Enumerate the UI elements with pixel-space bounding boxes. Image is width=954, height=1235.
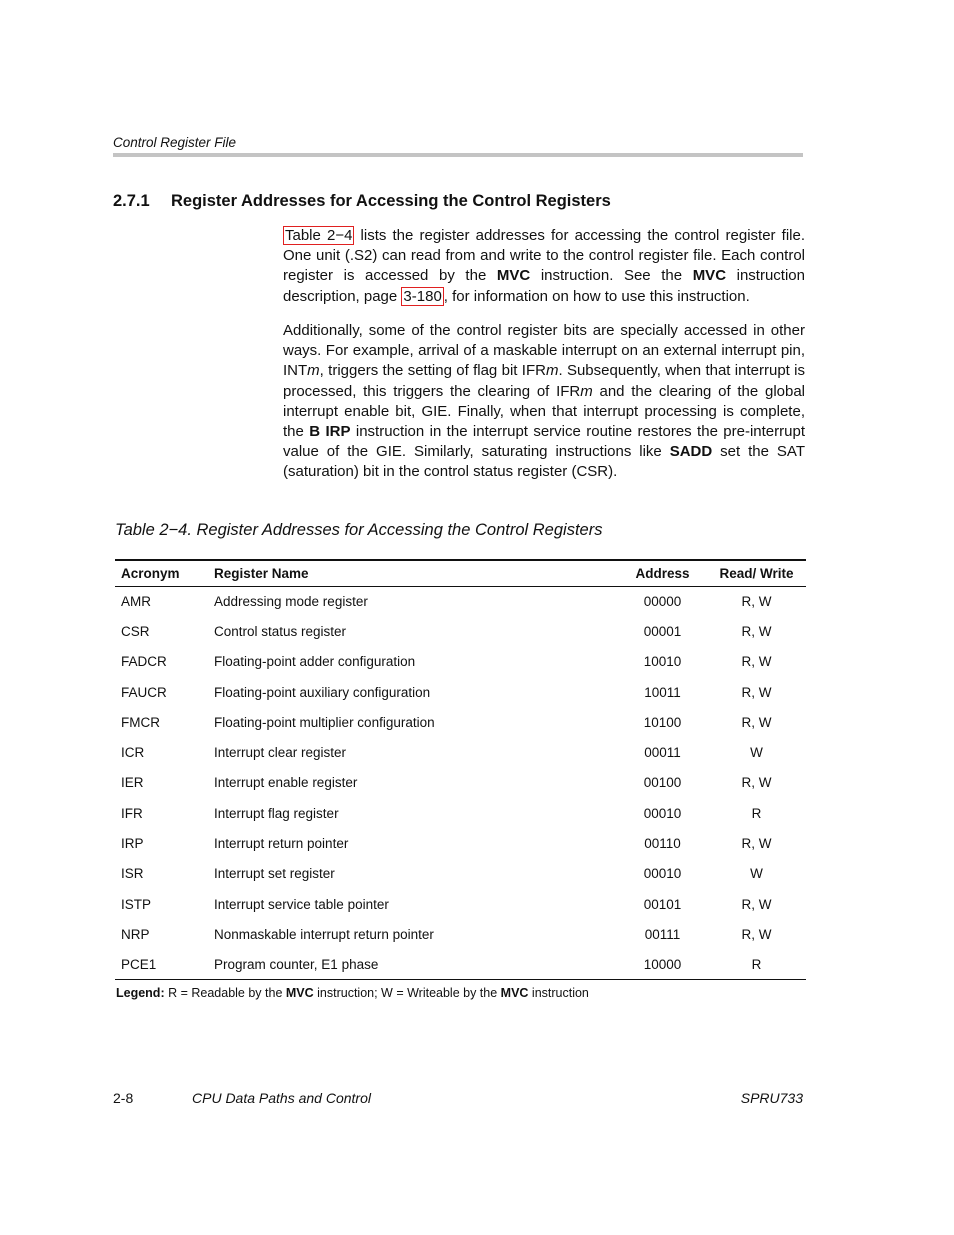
- cell-acronym: FMCR: [121, 714, 160, 730]
- cell-acronym: ISR: [121, 866, 144, 882]
- cell-read-write: R, W: [741, 654, 772, 670]
- cell-register-name: Interrupt service table pointer: [214, 896, 389, 912]
- cell-acronym: ICR: [121, 745, 145, 761]
- cell-acronym: IRP: [121, 836, 144, 852]
- cell-register-name: Interrupt clear register: [214, 745, 347, 761]
- footer-page-number: 2-8: [113, 1090, 134, 1106]
- cell-address: 00000: [643, 593, 682, 609]
- table-row: [115, 707, 806, 737]
- cell-address: 00101: [643, 896, 682, 912]
- paragraph-interrupt-bits: Additionally, some of the control register bits are specially accessed in other ways. For example, arrival of a maskable interrupt on an external interrupt pin, INTm, triggers the setting of flag bit IFRm. Subsequently, when that interrupt is processed, this triggers the clearing of IFRm and the clearing of the global interrupt enable bit, GIE. Finally, when that interrupt processing is complete, the B IRP instruction in the interrupt service routine restores the pre-interrupt value of the GIE. Similarly, saturating instructions like SADD set the SAT (saturation) bit in the control status register (CSR).: [283, 322, 806, 481]
- table-header-row: [115, 560, 806, 586]
- table-row: [115, 950, 806, 980]
- table-caption: Table 2−4. Register Addresses for Accessing the Control Registers: [115, 521, 603, 539]
- cell-read-write: R, W: [741, 836, 772, 852]
- cell-read-write: R: [707, 950, 806, 980]
- cell-register-name: Interrupt set register: [214, 866, 335, 882]
- table-row: [115, 586, 806, 616]
- cell-register-name: Floating-point auxiliary configuration: [214, 684, 431, 700]
- cell-register-name: Interrupt enable register: [214, 775, 358, 791]
- cell-address: 00010: [643, 866, 682, 882]
- cell-register-name: Nonmaskable interrupt return pointer: [214, 926, 434, 942]
- table-row: [115, 919, 806, 949]
- cell-register-name: Floating-point adder configuration: [214, 654, 416, 670]
- cell-read-write: W: [750, 745, 763, 761]
- cell-register-name: Interrupt flag register: [214, 805, 339, 821]
- table-row: [115, 889, 806, 919]
- cell-address: 00111: [644, 926, 681, 942]
- cell-read-write: R, W: [741, 926, 772, 942]
- cell-address: 00001: [643, 623, 682, 639]
- cell-read-write: R, W: [741, 775, 772, 791]
- section-title: Register Addresses for Accessing the Control Registers: [171, 192, 611, 210]
- footer-document-id: SPRU733: [740, 1090, 803, 1106]
- page-cross-reference-link[interactable]: 3-180: [403, 287, 442, 305]
- cell-register-name: Program counter, E1 phase: [208, 950, 618, 980]
- cell-address: 00010: [643, 805, 682, 821]
- section-number: 2.7.1: [113, 192, 150, 210]
- table-row: [115, 828, 806, 858]
- cell-acronym: PCE1: [115, 950, 208, 980]
- cell-acronym: AMR: [121, 593, 151, 609]
- table-row: [115, 768, 806, 798]
- cell-read-write: W: [750, 866, 763, 882]
- cell-address: 00110: [644, 836, 681, 852]
- cell-acronym: IFR: [121, 805, 143, 821]
- cell-read-write: R: [751, 805, 762, 821]
- cell-read-write: R, W: [741, 896, 772, 912]
- table-row: [115, 647, 806, 677]
- cell-register-name: Interrupt return pointer: [214, 836, 349, 852]
- cell-read-write: R, W: [741, 593, 772, 609]
- cell-acronym: IER: [121, 775, 144, 791]
- table-row: [115, 737, 806, 767]
- header-acronym: Acronym: [115, 560, 208, 586]
- table-cross-reference-link[interactable]: Table 2−4: [285, 227, 353, 244]
- section-heading: [113, 192, 611, 211]
- header-register-name: Register Name: [208, 560, 618, 586]
- table-legend: Legend: R = Readable by the MVC instruction; W = Writeable by the MVC instruction: [116, 986, 589, 1000]
- cell-acronym: FAUCR: [121, 684, 167, 700]
- register-address-table: [115, 559, 806, 980]
- cell-register-name: Addressing mode register: [214, 593, 368, 609]
- cell-address: 10010: [643, 654, 682, 670]
- cell-acronym: CSR: [121, 623, 150, 639]
- table-row: [115, 798, 806, 828]
- cell-acronym: NRP: [121, 926, 150, 942]
- cell-read-write: R, W: [741, 623, 772, 639]
- cell-register-name: Control status register: [214, 623, 347, 639]
- cell-address: 00100: [643, 775, 682, 791]
- header-address: Address: [618, 560, 707, 586]
- table-row: [115, 677, 806, 707]
- running-header: Control Register File: [113, 135, 237, 150]
- cell-acronym: FADCR: [121, 654, 167, 670]
- cell-acronym: ISTP: [121, 896, 152, 912]
- paragraph-intro: Table 2−4 lists the register addresses for accessing the control register file. One unit (.S2) can read from and write to the control register file. Each control register is accessed by the MVC instruction. See the MVC instruction description, page 3-180 , for information on how to use this instruction.: [283, 227, 805, 305]
- cell-address: 10000: [618, 950, 707, 980]
- cell-read-write: R, W: [741, 714, 772, 730]
- table-row: [115, 859, 806, 889]
- cell-register-name: Floating-point multiplier configuration: [214, 714, 435, 730]
- cell-address: 10100: [643, 714, 682, 730]
- table-row: [115, 616, 806, 646]
- cell-read-write: R, W: [741, 684, 772, 700]
- cell-address: 10011: [644, 684, 681, 700]
- header-rule: [113, 153, 803, 157]
- header-read-write: Read/ Write: [707, 560, 806, 586]
- cell-address: 00011: [644, 745, 681, 761]
- footer-chapter-title: CPU Data Paths and Control: [192, 1090, 371, 1106]
